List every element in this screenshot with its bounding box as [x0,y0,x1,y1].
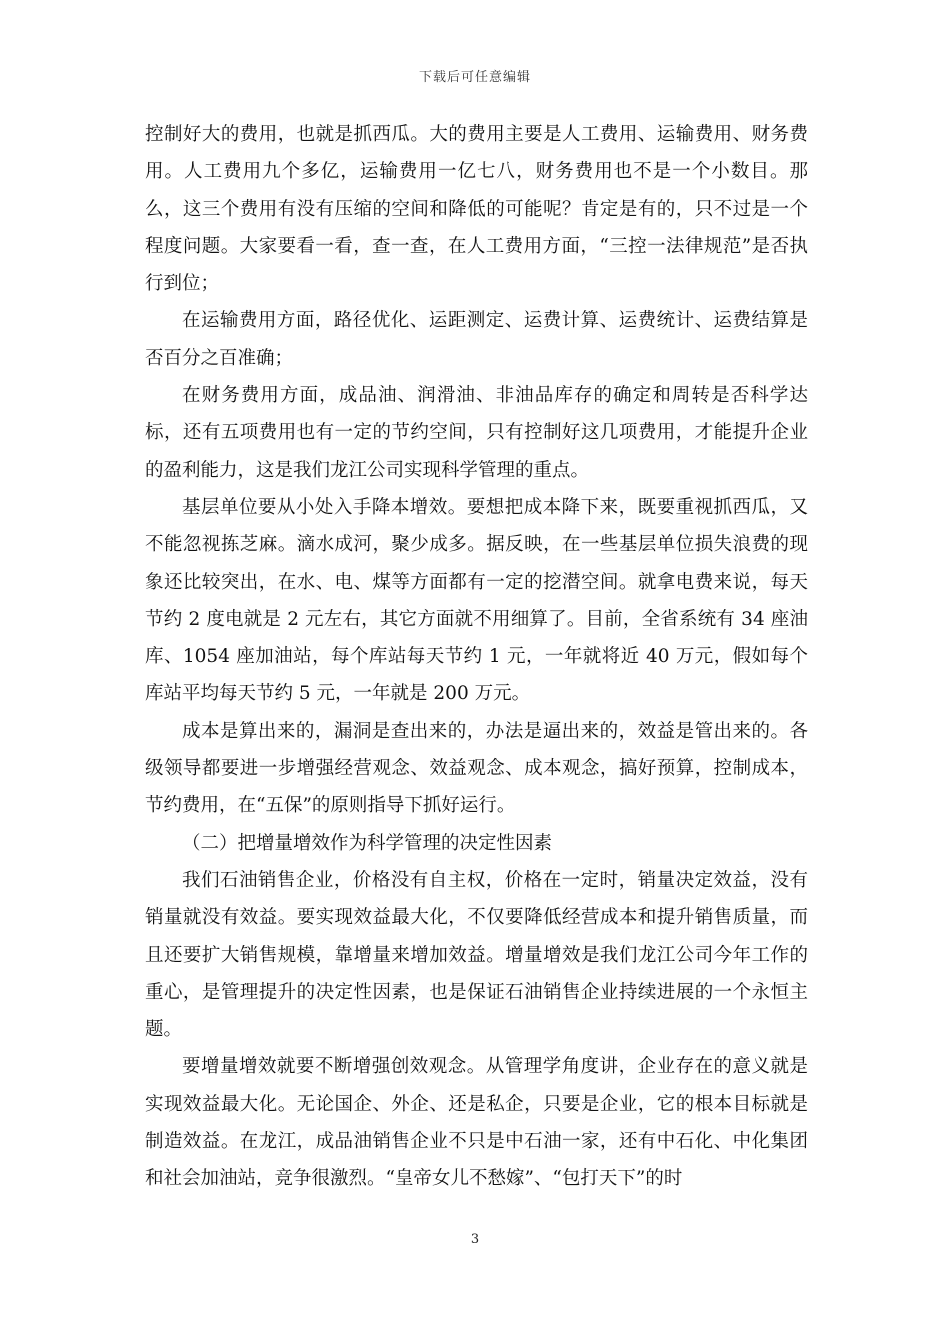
paragraph: 基层单位要从小处入手降本增效。要想把成本降下来，既要重视抓西瓜，又不能忽视拣芝麻。滴水成河，聚少成多。据反映，在一些基层单位损失浪费的现象还比较突出，在水、电、煤等方面都有一定的挖潜空间。就拿电费来说，每天节约 2 度电就是 2 元左右，其它方面就不用细算了。目前，全省系统有 34 座油库、1054 座加油站，每个库站每天节约 1 元，一年就将近 40 万元，假如每个库站平均每天节约 5 元，一年就是 200 万元。 [145,496,808,705]
page-header: 下载后可任意编辑 [418,70,531,85]
paragraph: 成本是算出来的，漏洞是查出来的，办法是逼出来的，效益是管出来的。各级领导都要进一步增强经营观念、效益观念、成本观念，搞好预算，控制成本，节约费用，在“五保”的原则指导下抓好运行。 [145,720,808,817]
section-heading: （二）把增量增效作为科学管理的决定性因素 [182,832,553,854]
paragraph: 我们石油销售企业，价格没有自主权，价格在一定时，销量决定效益，没有销量就没有效益。要实现效益最大化，不仅要降低经营成本和提升销售质量，而且还要扩大销售规模，靠增量来增加效益。增量增效是我们龙江公司今年工作的重心，是管理提升的决定性因素，也是保证石油销售企业持续进展的一个永恒主题。 [145,869,808,1041]
paragraph: 要增量增效就要不断增强创效观念。从管理学角度讲，企业存在的意义就是实现效益最大化。无论国企、外企、还是私企，只要是企业，它的根本目标就是制造效益。在龙江，成品油销售企业不只是中石油一家，还有中石化、中化集团和社会加油站，竞争很激烈。“皇帝女儿不愁嫁”、“包打天下”的时 [145,1056,808,1190]
paragraph: 在财务费用方面，成品油、润滑油、非油品库存的确定和周转是否科学达标，还有五项费用也有一定的节约空间，只有控制好这几项费用，才能提升企业的盈利能力，这是我们龙江公司实现科学管理的重点。 [145,385,808,481]
page-number: 3 [470,1232,480,1247]
paragraph: 在运输费用方面，路径优化、运距测定、运费计算、运费统计、运费结算是否百分之百准确； [145,310,808,369]
paragraph: 控制好大的费用，也就是抓西瓜。大的费用主要是人工费用、运输费用、财务费用。人工费用九个多亿，运输费用一亿七八，财务费用也不是一个小数目。那么，这三个费用有没有压缩的空间和降低的可能呢？肯定是有的，只不过是一个程度问题。大家要看一看，查一查，在人工费用方面，“三控一法律规范”是否执行到位； [145,124,808,295]
document-body [145,116,808,1198]
